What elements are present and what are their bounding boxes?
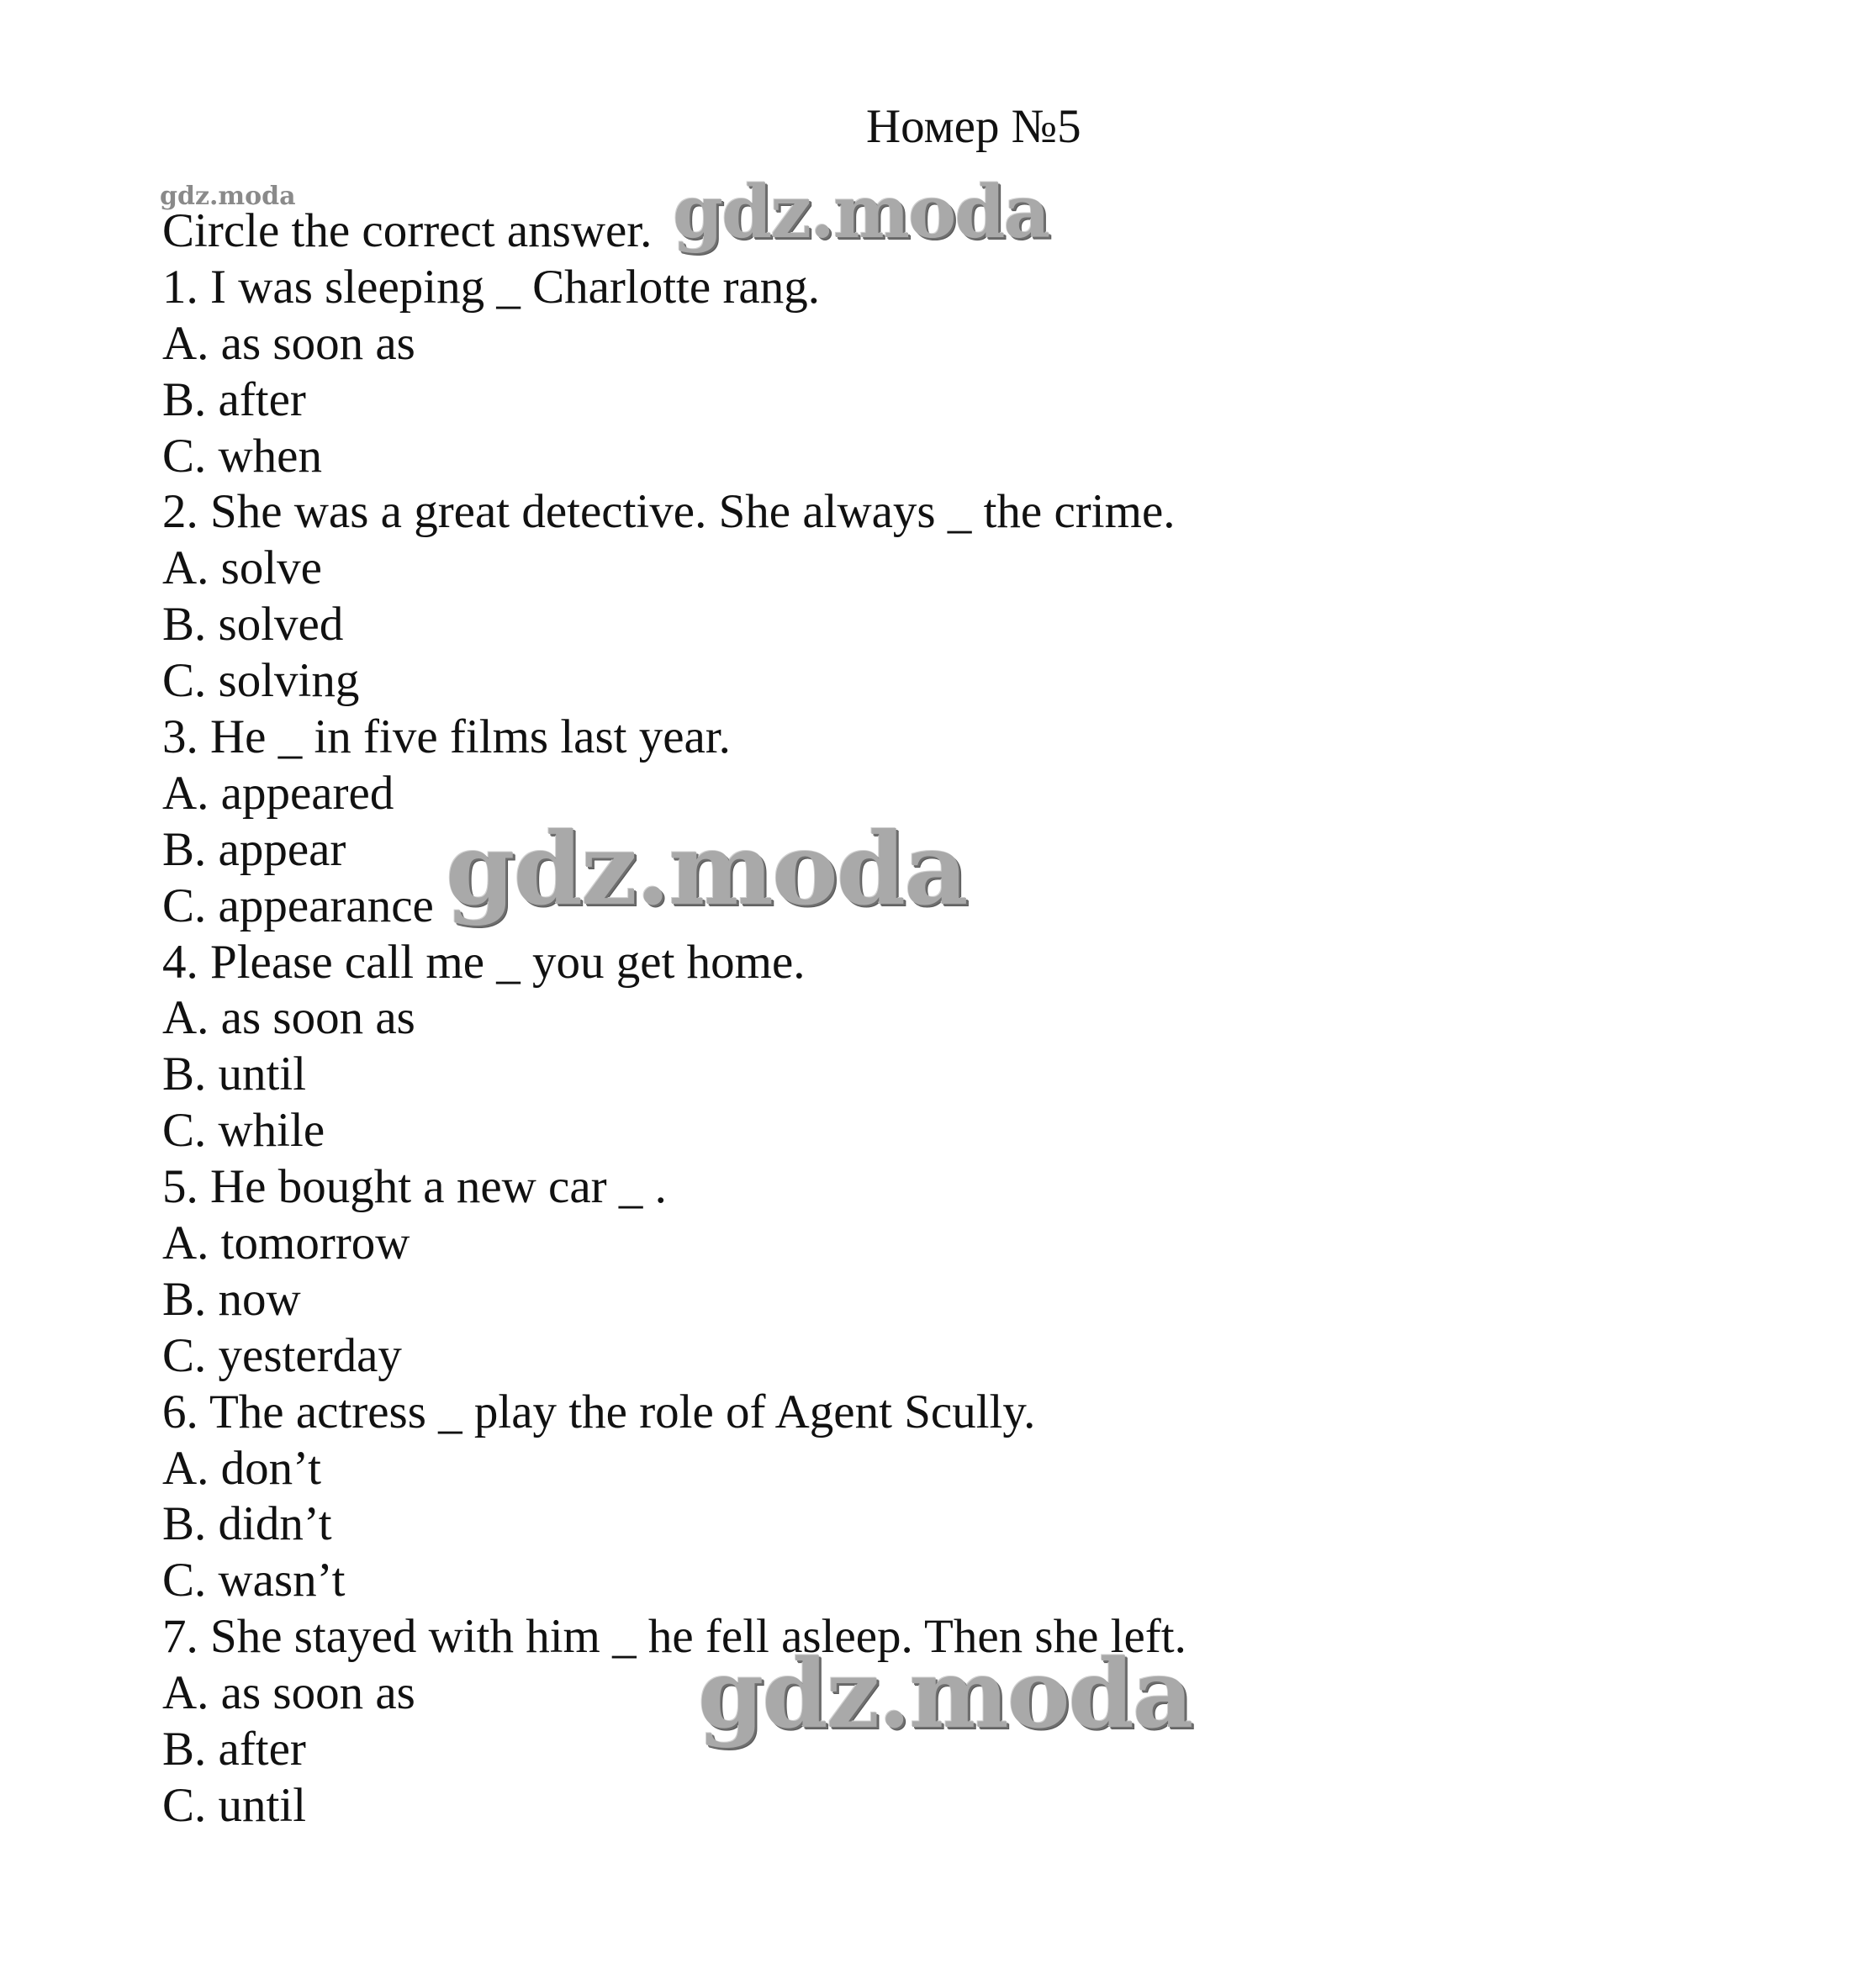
question-2-option-b: B. solved bbox=[162, 598, 344, 652]
watermark-middle: gdz.moda bbox=[446, 810, 967, 927]
question-1-option-a: A. as soon as bbox=[162, 316, 415, 370]
question-4-option-c: C. while bbox=[162, 1104, 325, 1158]
question-7: 7. She stayed with him _ he fell asleep. Then she left. bbox=[162, 1610, 1186, 1664]
question-2: 2. She was a great detective. She always _ the crime. bbox=[162, 485, 1176, 539]
question-6-option-a: A. don’t bbox=[162, 1441, 321, 1495]
question-5-option-c: C. yesterday bbox=[162, 1328, 402, 1382]
question-6-option-b: B. didn’t bbox=[162, 1497, 332, 1551]
question-2-option-a: A. solve bbox=[162, 541, 322, 595]
question-3-option-a: A. appeared bbox=[162, 766, 394, 820]
question-6-option-c: C. wasn’t bbox=[162, 1554, 346, 1607]
question-5: 5. He bought a new car _ . bbox=[162, 1160, 667, 1214]
question-4: 4. Please call me _ you get home. bbox=[162, 935, 806, 989]
question-1: 1. I was sleeping _ Charlotte rang. bbox=[162, 260, 820, 314]
instruction-line: Circle the correct answer. bbox=[162, 204, 653, 257]
question-6: 6. The actress _ play the role of Agent Scully. bbox=[162, 1385, 1036, 1438]
question-3-option-c: C. appearance bbox=[162, 879, 434, 932]
question-1-option-c: C. when bbox=[162, 429, 322, 483]
exercise-text bbox=[162, 203, 1186, 1834]
question-3: 3. He _ in five films last year. bbox=[162, 710, 731, 764]
page-title: Номер №5 bbox=[866, 100, 1081, 153]
watermark-top: gdz.moda bbox=[673, 170, 1049, 255]
question-5-option-b: B. now bbox=[162, 1272, 301, 1326]
question-7-option-b: B. after bbox=[162, 1723, 306, 1776]
question-1-option-b: B. after bbox=[162, 372, 306, 426]
question-4-option-a: A. as soon as bbox=[162, 991, 415, 1045]
question-7-option-a: A. as soon as bbox=[162, 1666, 415, 1720]
question-2-option-c: C. solving bbox=[162, 654, 360, 708]
watermark-bottom: gdz.moda bbox=[698, 1639, 1192, 1750]
question-3-option-b: B. appear bbox=[162, 822, 346, 876]
question-7-option-c: C. until bbox=[162, 1778, 307, 1832]
watermark-small: gdz.moda bbox=[160, 182, 296, 211]
question-5-option-a: A. tomorrow bbox=[162, 1217, 410, 1270]
question-4-option-b: B. until bbox=[162, 1048, 307, 1101]
